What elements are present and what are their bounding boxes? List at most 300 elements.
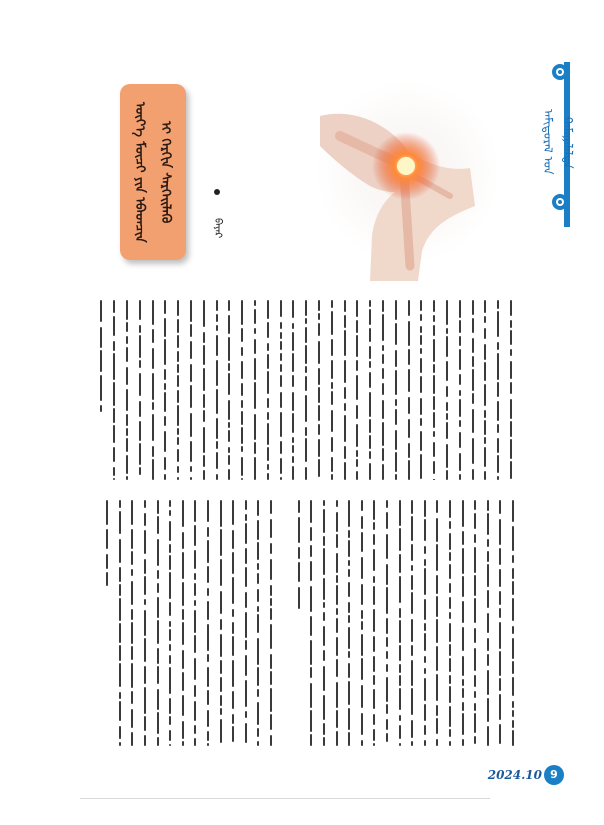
text-line-segment bbox=[270, 598, 272, 606]
text-line-segment bbox=[487, 513, 489, 535]
text-line-segment bbox=[459, 320, 461, 333]
text-line-segment bbox=[411, 565, 413, 571]
text-line-segment bbox=[408, 300, 410, 316]
text-line-segment bbox=[216, 360, 218, 386]
text-line-segment bbox=[399, 528, 401, 551]
text-line-segment bbox=[348, 530, 350, 538]
text-line-segment bbox=[395, 300, 397, 320]
text-line-segment bbox=[305, 300, 307, 316]
text-line-segment bbox=[131, 569, 133, 576]
text-line-segment bbox=[411, 688, 413, 715]
text-line-segment bbox=[318, 439, 320, 457]
text-line-segment bbox=[144, 576, 146, 595]
text-line-segment bbox=[459, 453, 461, 471]
text-line-segment bbox=[157, 539, 159, 566]
text-line-segment bbox=[144, 513, 146, 526]
text-line-segment bbox=[113, 425, 115, 443]
text-line-segment bbox=[373, 534, 375, 545]
text-line-segment bbox=[433, 300, 435, 312]
text-line-segment bbox=[182, 650, 184, 669]
text-line-segment bbox=[182, 500, 184, 527]
text-line-segment bbox=[245, 500, 247, 510]
text-line-segment bbox=[228, 455, 230, 465]
text-line-segment bbox=[420, 314, 422, 321]
text-line-segment bbox=[408, 397, 410, 414]
text-line-segment bbox=[331, 300, 333, 308]
text-line-segment bbox=[241, 400, 243, 408]
text-line-segment bbox=[194, 583, 196, 596]
text-line-segment bbox=[449, 500, 451, 518]
text-line-segment bbox=[203, 394, 205, 408]
text-line-segment bbox=[177, 428, 179, 435]
text-line-segment bbox=[228, 400, 230, 420]
text-line-segment bbox=[126, 300, 128, 320]
text-line-segment bbox=[411, 741, 413, 746]
text-line-segment bbox=[373, 729, 375, 741]
text-line-segment bbox=[177, 437, 179, 445]
text-line-segment bbox=[280, 341, 282, 350]
text-line-segment bbox=[436, 705, 438, 716]
text-line-segment bbox=[254, 300, 256, 306]
text-line-segment bbox=[228, 337, 230, 361]
text-line-segment bbox=[462, 548, 464, 574]
text-line-segment bbox=[232, 530, 234, 549]
text-line-segment bbox=[336, 637, 338, 656]
text-line-segment bbox=[310, 640, 312, 665]
text-line-segment bbox=[228, 373, 230, 395]
text-line-segment bbox=[207, 527, 209, 537]
text-line-segment bbox=[164, 416, 166, 426]
text-line-segment bbox=[386, 534, 388, 559]
text-line-segment bbox=[305, 318, 307, 324]
text-line-segment bbox=[369, 361, 371, 368]
text-line-segment bbox=[310, 586, 312, 612]
text-line-segment bbox=[280, 392, 282, 408]
text-line-segment bbox=[436, 718, 438, 734]
text-line-segment bbox=[113, 408, 115, 423]
text-line-segment bbox=[348, 708, 350, 730]
text-line-segment bbox=[126, 414, 128, 426]
text-line-segment bbox=[436, 739, 438, 746]
text-line-segment bbox=[382, 354, 384, 364]
text-line-segment bbox=[203, 368, 205, 391]
text-line-segment bbox=[267, 447, 269, 461]
text-line-segment bbox=[433, 412, 435, 428]
text-line-segment bbox=[336, 618, 338, 633]
text-line-segment bbox=[164, 318, 166, 337]
text-line-segment bbox=[323, 500, 325, 506]
text-line-segment bbox=[499, 622, 501, 649]
text-line-segment bbox=[203, 470, 205, 480]
text-line-segment bbox=[336, 500, 338, 507]
text-line-segment bbox=[512, 730, 514, 746]
text-line-segment bbox=[318, 323, 320, 336]
text-line-segment bbox=[305, 345, 307, 364]
text-line-segment bbox=[126, 347, 128, 362]
text-line-segment bbox=[348, 602, 350, 613]
text-line-segment bbox=[512, 661, 514, 674]
text-line-segment bbox=[336, 585, 338, 605]
text-line-segment bbox=[361, 634, 363, 656]
text-line-segment bbox=[169, 602, 171, 616]
text-line-segment bbox=[487, 590, 489, 608]
text-line-segment bbox=[207, 710, 209, 727]
text-line-segment bbox=[139, 373, 141, 396]
text-line-segment bbox=[487, 500, 489, 511]
text-line-segment bbox=[241, 457, 243, 476]
text-line-segment bbox=[216, 335, 218, 356]
text-line-segment bbox=[382, 345, 384, 351]
text-line-segment bbox=[436, 646, 438, 671]
text-line-segment bbox=[164, 339, 166, 365]
text-line-segment bbox=[207, 566, 209, 583]
text-line-segment bbox=[298, 517, 300, 543]
text-line-segment bbox=[157, 583, 159, 593]
text-line-segment bbox=[373, 675, 375, 685]
text-line-segment bbox=[386, 500, 388, 508]
text-line-segment bbox=[331, 457, 333, 472]
text-line-segment bbox=[139, 443, 141, 465]
text-line-segment bbox=[411, 516, 413, 541]
text-line-segment bbox=[305, 395, 307, 422]
text-line-segment bbox=[510, 399, 512, 419]
text-line-segment bbox=[292, 437, 294, 443]
text-line-segment bbox=[433, 431, 435, 437]
text-line-segment bbox=[399, 675, 401, 686]
text-line-segment bbox=[446, 336, 448, 357]
article-title: ᠦᠶ᠎ᠡ ᠮᠦᠴᠢ ᠶᠢᠨ ᠡᠪᠡᠳᠴᠢᠨ ᠢ ᠬᠡᠷᠬᠢᠨ ᠰᠡᠷᠭᠡᠢᠯᠡᠬᠦ bbox=[132, 101, 173, 243]
text-line-segment bbox=[436, 596, 438, 617]
text-line-segment bbox=[356, 360, 358, 371]
text-line-segment bbox=[386, 637, 388, 647]
text-line-segment bbox=[499, 608, 501, 618]
text-line-segment bbox=[126, 455, 128, 474]
text-line-segment bbox=[424, 500, 426, 517]
text-line-segment bbox=[157, 737, 159, 746]
text-line-segment bbox=[373, 743, 375, 746]
text-line-segment bbox=[386, 719, 388, 730]
text-line-segment bbox=[152, 414, 154, 441]
text-line-segment bbox=[310, 616, 312, 636]
text-line-segment bbox=[348, 627, 350, 649]
text-line-segment bbox=[459, 474, 461, 480]
text-line-segment bbox=[462, 500, 464, 527]
text-line-segment bbox=[512, 598, 514, 621]
text-line-segment bbox=[348, 582, 350, 597]
text-line-segment bbox=[373, 689, 375, 709]
text-line-segment bbox=[446, 300, 448, 325]
text-line-segment bbox=[369, 372, 371, 388]
text-line-segment bbox=[487, 698, 489, 722]
text-line-segment bbox=[474, 598, 476, 623]
text-line-segment bbox=[119, 500, 121, 508]
text-line-segment bbox=[446, 328, 448, 334]
article-title-box bbox=[120, 84, 186, 260]
text-line-segment bbox=[194, 610, 196, 633]
text-line-segment bbox=[424, 678, 426, 701]
text-line-segment bbox=[144, 559, 146, 574]
text-line-segment bbox=[194, 525, 196, 546]
text-line-segment bbox=[131, 581, 133, 605]
text-line-segment bbox=[356, 375, 358, 400]
text-line-segment bbox=[257, 589, 259, 602]
text-line-segment bbox=[177, 466, 179, 473]
text-line-segment bbox=[126, 476, 128, 480]
text-line-segment bbox=[424, 546, 426, 554]
text-line-segment bbox=[113, 447, 115, 462]
text-line-segment bbox=[119, 567, 121, 582]
text-line-segment bbox=[228, 469, 230, 480]
text-line-segment bbox=[399, 554, 401, 573]
text-line-segment bbox=[510, 382, 512, 394]
text-line-segment bbox=[449, 612, 451, 619]
text-line-segment bbox=[318, 424, 320, 435]
text-line-segment bbox=[474, 703, 476, 711]
text-line-segment bbox=[182, 695, 184, 716]
text-line-segment bbox=[361, 740, 363, 746]
text-line-segment bbox=[139, 335, 141, 358]
text-line-segment bbox=[348, 732, 350, 746]
text-line-segment bbox=[220, 529, 222, 556]
text-line-segment bbox=[220, 591, 222, 614]
text-line-segment bbox=[194, 635, 196, 653]
text-line-segment bbox=[510, 439, 512, 459]
text-line-segment bbox=[433, 461, 435, 474]
text-line-segment bbox=[344, 387, 346, 399]
text-line-segment bbox=[512, 701, 514, 708]
text-line-segment bbox=[399, 725, 401, 739]
text-line-segment bbox=[190, 324, 192, 337]
text-line-segment bbox=[395, 323, 397, 345]
text-line-segment bbox=[157, 648, 159, 664]
text-line-segment bbox=[323, 509, 325, 533]
text-line-segment bbox=[356, 424, 358, 447]
text-line-segment bbox=[182, 721, 184, 739]
text-line-segment bbox=[318, 300, 320, 311]
text-line-segment bbox=[298, 562, 300, 582]
text-line-segment bbox=[310, 527, 312, 541]
text-line-segment bbox=[182, 532, 184, 549]
knee-pain-illustration bbox=[300, 76, 496, 286]
text-line-segment bbox=[257, 638, 259, 665]
text-line-segment bbox=[420, 376, 422, 393]
text-line-segment bbox=[280, 353, 282, 361]
text-line-segment bbox=[386, 664, 388, 672]
text-line-segment bbox=[446, 386, 448, 397]
text-line-segment bbox=[399, 576, 401, 603]
text-line-segment bbox=[499, 724, 501, 744]
text-line-segment bbox=[144, 638, 146, 662]
text-line-segment bbox=[270, 688, 272, 712]
text-line-segment bbox=[257, 606, 259, 612]
text-line-segment bbox=[356, 450, 358, 457]
text-line-segment bbox=[446, 444, 448, 468]
text-line-segment bbox=[484, 471, 486, 480]
text-line-segment bbox=[169, 644, 171, 651]
text-line-segment bbox=[144, 500, 146, 508]
text-line-segment bbox=[182, 672, 184, 691]
text-line-segment bbox=[408, 349, 410, 365]
text-line-segment bbox=[499, 569, 501, 587]
text-line-segment bbox=[348, 540, 350, 557]
text-line-segment bbox=[512, 581, 514, 595]
text-line-segment bbox=[348, 500, 350, 527]
text-line-segment bbox=[267, 300, 269, 319]
text-line-segment bbox=[106, 529, 108, 549]
text-line-segment bbox=[462, 702, 464, 711]
text-line-segment bbox=[462, 656, 464, 676]
text-line-segment bbox=[446, 470, 448, 480]
text-line-segment bbox=[510, 300, 512, 316]
text-line-segment bbox=[152, 459, 154, 480]
text-line-segment bbox=[420, 398, 422, 415]
text-line-segment bbox=[420, 358, 422, 373]
page-number: 9 bbox=[544, 765, 564, 785]
text-line-segment bbox=[207, 540, 209, 563]
text-line-segment bbox=[361, 658, 363, 680]
text-line-segment bbox=[216, 418, 218, 439]
text-line-segment bbox=[411, 575, 413, 590]
text-line-segment bbox=[305, 438, 307, 462]
text-line-segment bbox=[254, 442, 256, 454]
text-line-segment bbox=[459, 399, 461, 417]
text-line-segment bbox=[267, 343, 269, 351]
text-line-segment bbox=[267, 398, 269, 408]
text-line-segment bbox=[169, 698, 171, 714]
text-line-segment bbox=[164, 392, 166, 412]
text-line-segment bbox=[420, 431, 422, 451]
text-line-segment bbox=[144, 530, 146, 554]
text-line-segment bbox=[424, 740, 426, 746]
text-line-segment bbox=[382, 383, 384, 395]
text-line-segment bbox=[512, 568, 514, 579]
text-line-segment bbox=[220, 677, 222, 692]
text-line-segment bbox=[373, 522, 375, 530]
text-line-segment bbox=[139, 360, 141, 368]
text-line-segment bbox=[510, 330, 512, 345]
text-line-segment bbox=[182, 622, 184, 645]
text-line-segment bbox=[190, 441, 192, 462]
text-line-segment bbox=[194, 600, 196, 606]
text-line-segment bbox=[216, 325, 218, 331]
text-line-segment bbox=[510, 361, 512, 379]
text-line-segment bbox=[449, 686, 451, 703]
text-line-segment bbox=[131, 622, 133, 644]
text-line-segment bbox=[131, 500, 133, 525]
text-line-segment bbox=[474, 691, 476, 698]
ornament-top-icon bbox=[550, 62, 570, 82]
text-line-segment bbox=[228, 315, 230, 334]
text-line-segment bbox=[356, 300, 358, 317]
text-line-segment bbox=[106, 572, 108, 586]
text-line-segment bbox=[245, 567, 247, 587]
text-line-segment bbox=[245, 640, 247, 650]
text-line-segment bbox=[232, 609, 234, 617]
text-line-segment bbox=[207, 624, 209, 651]
author-bullet-icon bbox=[214, 189, 220, 195]
text-line-segment bbox=[245, 548, 247, 564]
text-line-segment bbox=[336, 710, 338, 728]
text-line-segment bbox=[499, 694, 501, 720]
text-line-segment bbox=[157, 516, 159, 534]
text-line-segment bbox=[216, 300, 218, 311]
lower-right-text-block bbox=[290, 500, 516, 746]
text-line-segment bbox=[164, 383, 166, 390]
text-line-segment bbox=[177, 351, 179, 362]
text-line-segment bbox=[499, 591, 501, 605]
text-line-segment bbox=[119, 663, 121, 687]
text-line-segment bbox=[449, 675, 451, 684]
text-line-segment bbox=[232, 714, 234, 724]
text-line-segment bbox=[369, 309, 371, 325]
text-line-segment bbox=[152, 402, 154, 410]
text-line-segment bbox=[497, 438, 499, 453]
text-line-segment bbox=[207, 667, 209, 687]
text-line-segment bbox=[228, 363, 230, 371]
text-line-segment bbox=[257, 573, 259, 584]
text-line-segment bbox=[408, 369, 410, 392]
text-line-segment bbox=[424, 559, 426, 566]
text-line-segment bbox=[474, 534, 476, 543]
text-line-segment bbox=[157, 570, 159, 579]
text-line-segment bbox=[336, 608, 338, 615]
author-name: ᠪᠠᠶᠠᠷ bbox=[212, 217, 223, 239]
section-title: ᠠᠮᠢᠳᠤᠷᠠᠯ ᠤᠨ ᠬᠠᠮᠠᠭᠠᠯᠠᠯᠲᠠ bbox=[541, 109, 575, 175]
text-line-segment bbox=[361, 532, 363, 552]
text-line-segment bbox=[267, 423, 269, 445]
text-line-segment bbox=[267, 412, 269, 420]
text-line-segment bbox=[497, 311, 499, 337]
text-line-segment bbox=[408, 419, 410, 438]
text-line-segment bbox=[113, 341, 115, 351]
text-line-segment bbox=[119, 645, 121, 661]
text-line-segment bbox=[433, 315, 435, 322]
text-line-segment bbox=[131, 646, 133, 660]
text-line-segment bbox=[232, 622, 234, 634]
text-line-segment bbox=[216, 314, 218, 322]
text-line-segment bbox=[487, 551, 489, 562]
text-line-segment bbox=[487, 638, 489, 651]
text-line-segment bbox=[369, 463, 371, 480]
text-line-segment bbox=[280, 441, 282, 454]
text-line-segment bbox=[336, 659, 338, 677]
text-line-segment bbox=[420, 300, 422, 311]
text-line-segment bbox=[169, 621, 171, 627]
text-line-segment bbox=[216, 452, 218, 469]
text-line-segment bbox=[433, 396, 435, 410]
text-line-segment bbox=[280, 412, 282, 437]
text-line-segment bbox=[336, 512, 338, 532]
text-line-segment bbox=[119, 584, 121, 596]
text-line-segment bbox=[203, 332, 205, 343]
text-line-segment bbox=[164, 300, 166, 314]
text-line-segment bbox=[318, 387, 320, 403]
text-line-segment bbox=[228, 422, 230, 428]
text-line-segment bbox=[395, 350, 397, 367]
text-line-segment bbox=[459, 374, 461, 385]
text-line-segment bbox=[382, 422, 384, 446]
text-line-segment bbox=[257, 667, 259, 686]
text-line-segment bbox=[459, 390, 461, 396]
text-line-segment bbox=[190, 413, 192, 437]
text-line-segment bbox=[497, 342, 499, 350]
text-line-segment bbox=[245, 723, 247, 743]
text-line-segment bbox=[411, 592, 413, 614]
text-line-segment bbox=[119, 511, 121, 534]
text-line-segment bbox=[207, 690, 209, 705]
text-line-segment bbox=[386, 651, 388, 659]
text-line-segment bbox=[436, 619, 438, 643]
